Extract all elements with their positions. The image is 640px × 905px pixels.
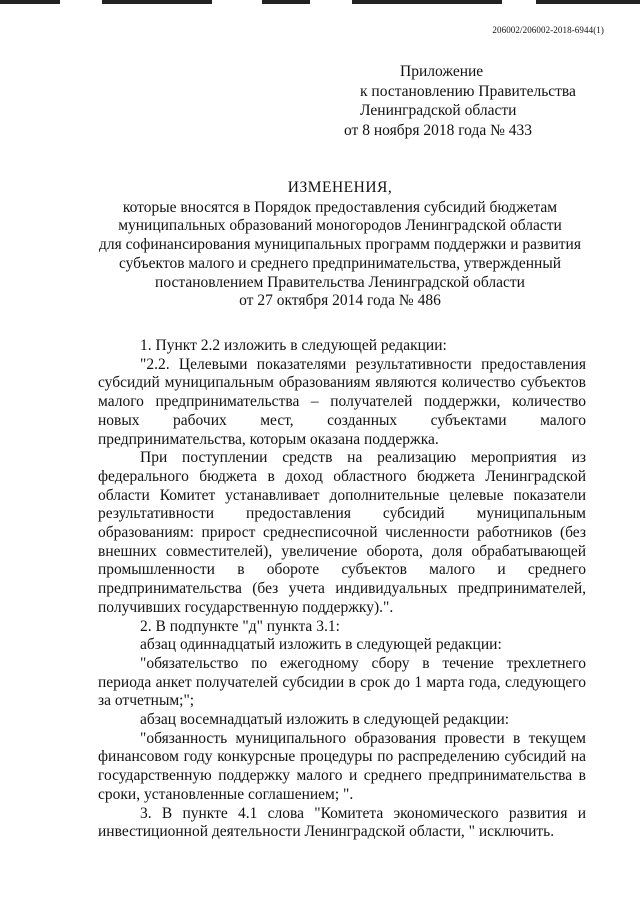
paragraph-additional-indicators: При поступлении средств на реализацию мероприятия из федерального бюджета в доход областного бюджета Ленинградской области Комитет устанавливает дополнительные целевые показатели результативности предоставления субсидий муниципальным образованиям: прирост среднесписочной численности работников (без внешних совместителей), увеличение оборота, доля обрабатывающей промышленности в обороте субъектов малого и среднего предпринимательства (без учета индивидуальных предпринимателей, получивших государственную поддержку).". xyxy=(98,449,586,616)
paragraph-abzac-18: абзац восемнадцатый изложить в следующей редакции: xyxy=(140,711,510,729)
document-number: 206002/206002-2018-6944(1) xyxy=(492,25,604,35)
paragraph-quote-abzac-18: "обязанность муниципального образования провести в текущем финансовом году конкурсные процедуры по распределению субсидий на государственную поддержку малого и среднего предпринимательства в сроки, установленные соглашением; ". xyxy=(98,729,586,803)
appendix-title: Приложение xyxy=(400,63,484,80)
paragraph-quote-2-2: "2.2. Целевыми показателями результативности предоставления субсидий муниципальным образованиям являются количество субъектов малого предпринимательства – получателей поддержки, количество новых рабочих мест, созданных субъектами малого предпринимательства, которым оказана поддержка. xyxy=(98,355,586,448)
title-line: субъектов малого и среднего предпринимательства, утвержденный xyxy=(118,254,562,272)
scan-edge-marks xyxy=(0,0,640,8)
paragraph-abzac-11: абзац одиннадцатый изложить в следующей редакции: xyxy=(140,636,502,654)
paragraph-item-2: 2. В подпункте "д" пункта 3.1: xyxy=(140,617,340,635)
appendix-date: от 8 ноября 2018 года № 433 xyxy=(344,121,533,139)
title-line: от 27 октября 2014 года № 486 xyxy=(239,292,441,310)
title-line: муниципальных образований моногородов Ленинградской области xyxy=(118,217,562,235)
document-title xyxy=(80,179,600,311)
document-body xyxy=(98,337,586,842)
appendix-resolution-ref: к постановлению Правительства xyxy=(360,82,576,100)
paragraph-item-3: 3. В пункте 4.1 слова "Комитета экономического развития и инвестиционной деятельности Ленинградской области, " исключить. xyxy=(98,804,586,841)
appendix-region: Ленинградской области xyxy=(360,102,517,119)
appendix-block xyxy=(342,62,622,140)
title-heading: ИЗМЕНЕНИЯ, xyxy=(287,179,393,196)
title-line: для софинансирования муниципальных программ поддержки и развития xyxy=(99,236,581,254)
title-line: которые вносятся в Порядок предоставления субсидий бюджетам xyxy=(122,198,558,216)
paragraph-quote-abzac-11: "обязательство по ежегодному сбору в течение трехлетнего периода анкет получателей субсидии в срок до 1 марта года, следующего за отчетным;"; xyxy=(98,654,586,710)
title-line: постановлением Правительства Ленинградской области xyxy=(155,273,525,291)
paragraph-item-1: 1. Пункт 2.2 изложить в следующей редакции: xyxy=(140,337,447,354)
